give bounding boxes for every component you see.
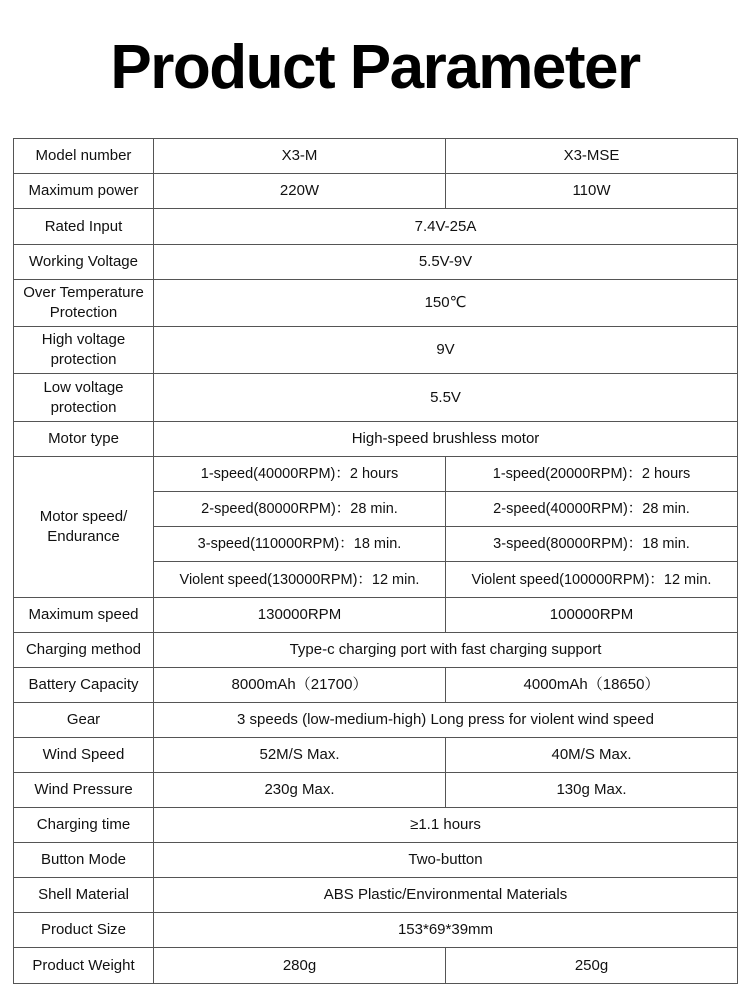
cell-value: Type-c charging port with fast charging support bbox=[154, 633, 738, 668]
cell-value: 230g Max. bbox=[154, 773, 446, 808]
row-label: Wind Speed bbox=[14, 738, 154, 773]
cell-value: 5.5V-9V bbox=[154, 245, 738, 280]
table-row bbox=[14, 808, 738, 843]
row-label: Product Weight bbox=[14, 948, 154, 984]
cell-value: High-speed brushless motor bbox=[154, 422, 738, 457]
row-label: Shell Material bbox=[14, 878, 154, 913]
row-label: Battery Capacity bbox=[14, 668, 154, 703]
cell-value: 250g bbox=[446, 948, 738, 984]
table-row bbox=[14, 139, 738, 174]
table-row bbox=[14, 668, 738, 703]
row-label: Over Temperature Protection bbox=[14, 280, 154, 327]
cell-value: 3 speeds (low-medium-high) Long press for violent wind speed bbox=[154, 703, 738, 738]
cell-value: 110W bbox=[446, 174, 738, 209]
table-row bbox=[14, 280, 738, 327]
cell-value: 3-speed(110000RPM)：18 min. bbox=[154, 527, 446, 562]
table-row bbox=[14, 843, 738, 878]
cell-value: Violent speed(130000RPM)：12 min. bbox=[154, 562, 446, 598]
cell-value: 1-speed(20000RPM)：2 hours bbox=[446, 457, 738, 492]
cell-value: 7.4V-25A bbox=[154, 209, 738, 245]
cell-value: X3-M bbox=[154, 139, 446, 174]
table-row bbox=[14, 633, 738, 668]
row-label: Motor type bbox=[14, 422, 154, 457]
table-row bbox=[14, 422, 738, 457]
cell-value: 220W bbox=[154, 174, 446, 209]
row-label: Working Voltage bbox=[14, 245, 154, 280]
cell-value: X3-MSE bbox=[446, 139, 738, 174]
cell-value: ≥1.1 hours bbox=[154, 808, 738, 843]
cell-value: 1-speed(40000RPM)：2 hours bbox=[154, 457, 446, 492]
cell-value: 2-speed(80000RPM)：28 min. bbox=[154, 492, 446, 527]
row-label: Wind Pressure bbox=[14, 773, 154, 808]
row-label: Low voltage protection bbox=[14, 374, 154, 422]
cell-value: 52M/S Max. bbox=[154, 738, 446, 773]
table-row bbox=[14, 327, 738, 374]
table-row bbox=[14, 457, 738, 492]
cell-value: 153*69*39mm bbox=[154, 913, 738, 948]
table-row bbox=[14, 174, 738, 209]
cell-value: 3-speed(80000RPM)：18 min. bbox=[446, 527, 738, 562]
cell-value: Violent speed(100000RPM)：12 min. bbox=[446, 562, 738, 598]
row-label: Maximum power bbox=[14, 174, 154, 209]
row-label: Maximum speed bbox=[14, 598, 154, 633]
row-label: Rated Input bbox=[14, 209, 154, 245]
table-row bbox=[14, 913, 738, 948]
row-label: Gear bbox=[14, 703, 154, 738]
cell-value: Two-button bbox=[154, 843, 738, 878]
cell-value: 9V bbox=[154, 327, 738, 374]
cell-value: 40M/S Max. bbox=[446, 738, 738, 773]
cell-value: 150℃ bbox=[154, 280, 738, 327]
cell-value: 130000RPM bbox=[154, 598, 446, 633]
table-row bbox=[14, 948, 738, 984]
cell-value: 8000mAh（21700） bbox=[154, 668, 446, 703]
row-label: Motor speed/ Endurance bbox=[14, 457, 154, 598]
cell-value: 130g Max. bbox=[446, 773, 738, 808]
cell-value: ABS Plastic/Environmental Materials bbox=[154, 878, 738, 913]
row-label: High voltage protection bbox=[14, 327, 154, 374]
table-row bbox=[14, 773, 738, 808]
row-label: Button Mode bbox=[14, 843, 154, 878]
table-row bbox=[14, 374, 738, 422]
table-row bbox=[14, 878, 738, 913]
row-label: Model number bbox=[14, 139, 154, 174]
cell-value: 280g bbox=[154, 948, 446, 984]
table-row bbox=[14, 598, 738, 633]
table-row bbox=[14, 738, 738, 773]
cell-value: 2-speed(40000RPM)：28 min. bbox=[446, 492, 738, 527]
row-label: Charging time bbox=[14, 808, 154, 843]
cell-value: 5.5V bbox=[154, 374, 738, 422]
row-label: Product Size bbox=[14, 913, 154, 948]
spec-table bbox=[13, 138, 738, 984]
row-label: Charging method bbox=[14, 633, 154, 668]
page-title: Product Parameter bbox=[110, 33, 640, 102]
table-row bbox=[14, 209, 738, 245]
table-row bbox=[14, 245, 738, 280]
cell-value: 100000RPM bbox=[446, 598, 738, 633]
table-row bbox=[14, 703, 738, 738]
cell-value: 4000mAh（18650） bbox=[446, 668, 738, 703]
